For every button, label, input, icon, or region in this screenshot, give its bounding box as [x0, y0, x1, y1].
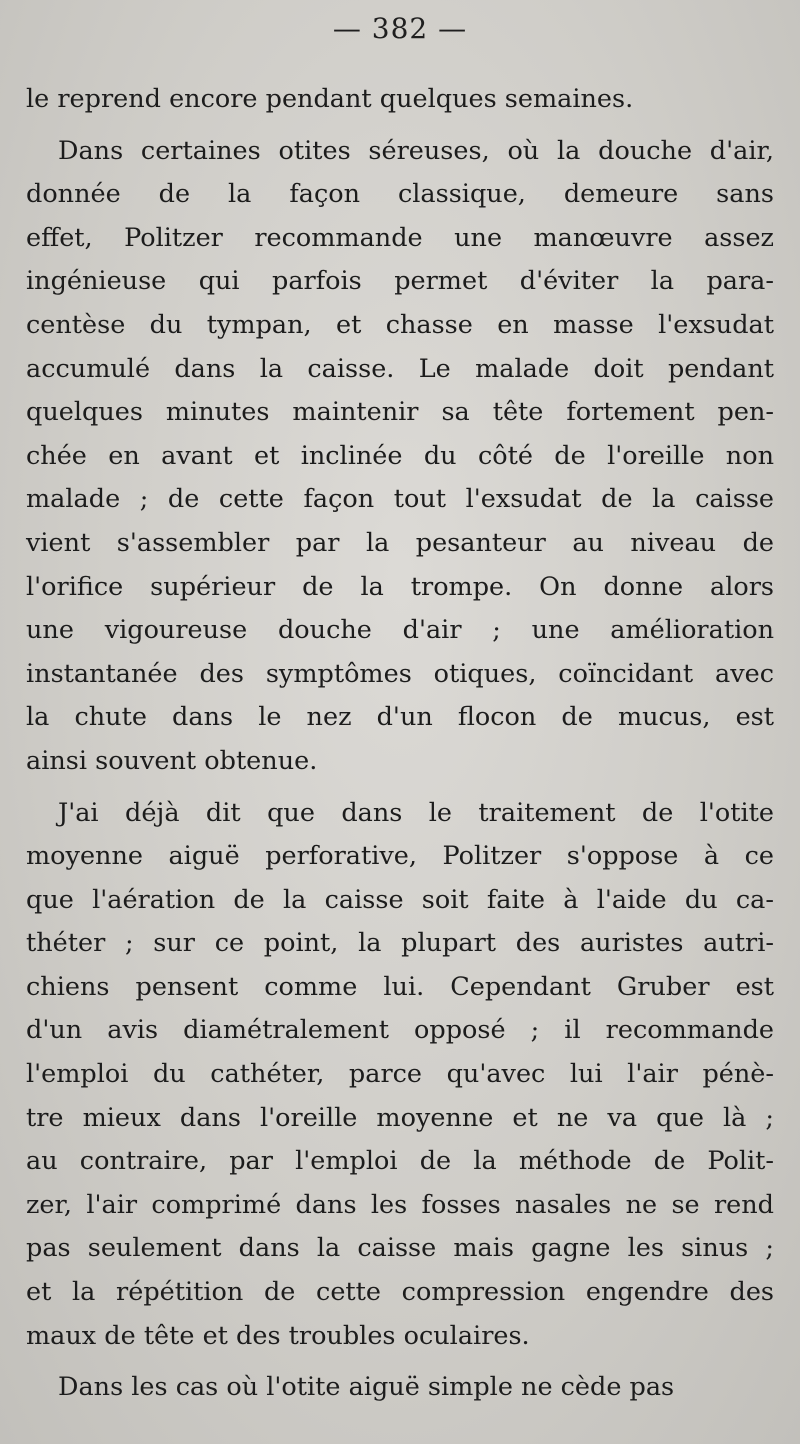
paragraph	[26, 1366, 774, 1410]
text-line: au contraire, par l'emploi de la méthode de Polit-	[26, 1146, 774, 1177]
text-line: maux de tête et des troubles oculaires.	[26, 1320, 530, 1351]
text-line: malade ; de cette façon tout l'exsudat de la caisse	[26, 484, 774, 515]
text-line: une vigoureuse douche d'air ; une amélioration	[26, 615, 774, 646]
text-line: la chute dans le nez d'un flocon de mucus, est	[26, 702, 774, 733]
text-line: quelques minutes maintenir sa tête fortement pen-	[26, 397, 774, 428]
paragraph	[26, 78, 774, 122]
text-line: ingénieuse qui parfois permet d'éviter la para-	[26, 266, 774, 297]
text-line: ainsi souvent obtenue.	[26, 745, 318, 776]
text-line: J'ai déjà dit que dans le traitement de l'otite	[58, 797, 774, 828]
paragraph-gap	[26, 122, 774, 130]
text-line: d'un avis diamétralement opposé ; il recommande	[26, 1015, 774, 1046]
page-body	[26, 78, 774, 1410]
text-line: le reprend encore pendant quelques semaines.	[26, 84, 634, 114]
text-line: zer, l'air comprimé dans les fosses nasales ne se rend	[26, 1189, 774, 1220]
text-line: que l'aération de la caisse soit faite à l'aide du ca-	[26, 884, 774, 915]
paragraph-gap	[26, 784, 774, 792]
text-line: instantanée des symptômes otiques, coïncidant avec	[26, 658, 774, 689]
text-line: chiens pensent comme lui. Cependant Gruber est	[26, 971, 774, 1002]
paragraph-gap	[26, 1358, 774, 1366]
text-line: Dans les cas où l'otite aiguë simple ne cède pas	[58, 1372, 675, 1403]
text-line: vient s'assembler par la pesanteur au niveau de	[26, 527, 774, 558]
text-line: effet, Politzer recommande une manœuvre assez	[26, 222, 774, 253]
text-line: moyenne aiguë perforative, Politzer s'oppose à ce	[26, 841, 774, 872]
text-line: et la répétition de cette compression engendre des	[26, 1277, 774, 1308]
text-line: pas seulement dans la caisse mais gagne les sinus ;	[26, 1233, 774, 1264]
text-line: théter ; sur ce point, la plupart des auristes autri-	[26, 928, 774, 959]
text-line: donnée de la façon classique, demeure sans	[26, 179, 774, 210]
text-line: tre mieux dans l'oreille moyenne et ne va que là ;	[26, 1102, 774, 1133]
text-line: accumulé dans la caisse. Le malade doit pendant	[26, 353, 774, 384]
text-line: l'emploi du cathéter, parce qu'avec lui l'air pénè-	[26, 1059, 774, 1090]
page-number: — 382 —	[332, 12, 468, 45]
text-line: chée en avant et inclinée du côté de l'oreille non	[26, 440, 774, 471]
paragraph	[26, 792, 774, 1359]
text-line: Dans certaines otites séreuses, où la douche d'air,	[58, 135, 774, 166]
text-line: centèse du tympan, et chasse en masse l'exsudat	[26, 309, 774, 340]
text-line: l'orifice supérieur de la trompe. On donne alors	[26, 571, 774, 602]
paragraph	[26, 130, 774, 784]
